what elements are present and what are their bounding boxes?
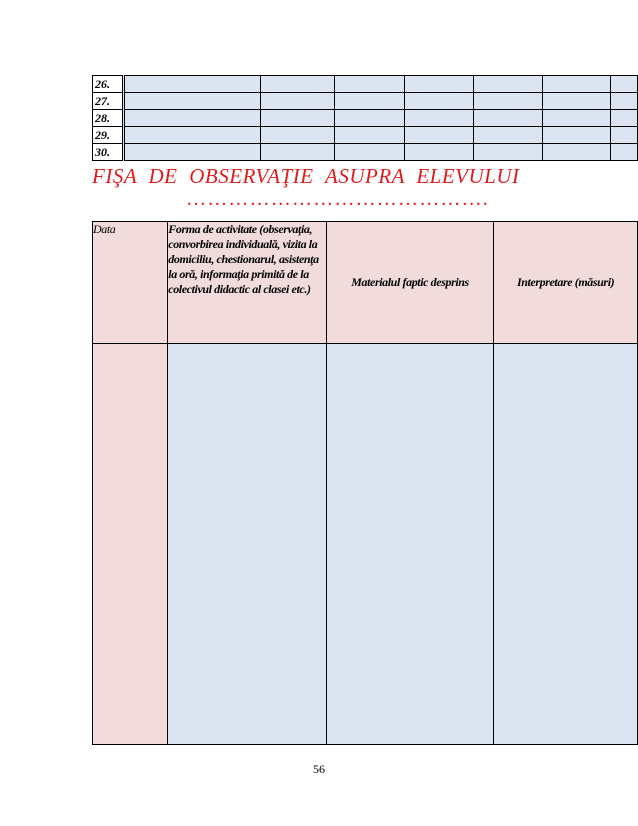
table-cell[interactable] [404,127,473,144]
table-cell[interactable] [123,144,260,161]
table-cell[interactable] [404,93,473,110]
table-header-row [93,222,638,344]
table-cell[interactable] [260,93,335,110]
table-cell[interactable] [543,93,610,110]
table-cell[interactable] [543,110,610,127]
table-cell[interactable] [473,76,542,93]
table-cell[interactable] [610,144,637,161]
student-name-blank: ……………………………………. [186,188,489,210]
page-number: 56 [313,762,325,776]
table-cell[interactable] [473,93,542,110]
table-cell[interactable] [93,344,168,745]
table-cell[interactable] [473,144,542,161]
table-cell[interactable] [335,127,404,144]
header-data: Data [93,222,168,344]
table-cell[interactable] [168,344,327,745]
header-interpretation: Interpretare (măsuri) [494,222,638,344]
table-row [93,93,638,110]
table-cell[interactable] [260,127,335,144]
header-factual-material: Materialul faptic desprins [326,222,493,344]
page-title: FIŞA DE OBSERVAŢIE ASUPRA ELEVULUI [92,164,520,188]
table-cell[interactable] [610,93,637,110]
row-number: 26. [93,76,124,93]
table-cell[interactable] [610,76,637,93]
row-number: 27. [93,93,124,110]
table-cell[interactable] [335,144,404,161]
table-cell[interactable] [494,344,638,745]
row-number: 28. [93,110,124,127]
table-cell[interactable] [260,144,335,161]
table-row [93,344,638,745]
table-cell[interactable] [404,110,473,127]
table-cell[interactable] [260,76,335,93]
table-cell[interactable] [335,93,404,110]
table-row [93,76,638,93]
table-cell[interactable] [123,93,260,110]
header-activity-form: Forma de activitate (observaţia, convorbirea individuală, vizita la domiciliu, chestionarul, asistenţa la oră, informaţia primită de la colectivul didactic al clasei etc.) [168,222,327,344]
table-cell[interactable] [473,127,542,144]
table-cell[interactable] [123,110,260,127]
table-row [93,127,638,144]
table-cell[interactable] [610,127,637,144]
table-cell[interactable] [123,76,260,93]
table-cell[interactable] [543,76,610,93]
table-cell[interactable] [404,76,473,93]
observation-table [92,221,638,745]
table-row [93,110,638,127]
table-cell[interactable] [473,110,542,127]
table-cell[interactable] [404,144,473,161]
student-list-table [92,75,638,161]
table-cell[interactable] [335,110,404,127]
table-cell[interactable] [543,144,610,161]
row-number: 29. [93,127,124,144]
table-cell[interactable] [260,110,335,127]
table-cell[interactable] [326,344,493,745]
table-cell[interactable] [610,110,637,127]
row-number: 30. [93,144,124,161]
table-row [93,144,638,161]
table-cell[interactable] [123,127,260,144]
table-cell[interactable] [543,127,610,144]
table-cell[interactable] [335,76,404,93]
